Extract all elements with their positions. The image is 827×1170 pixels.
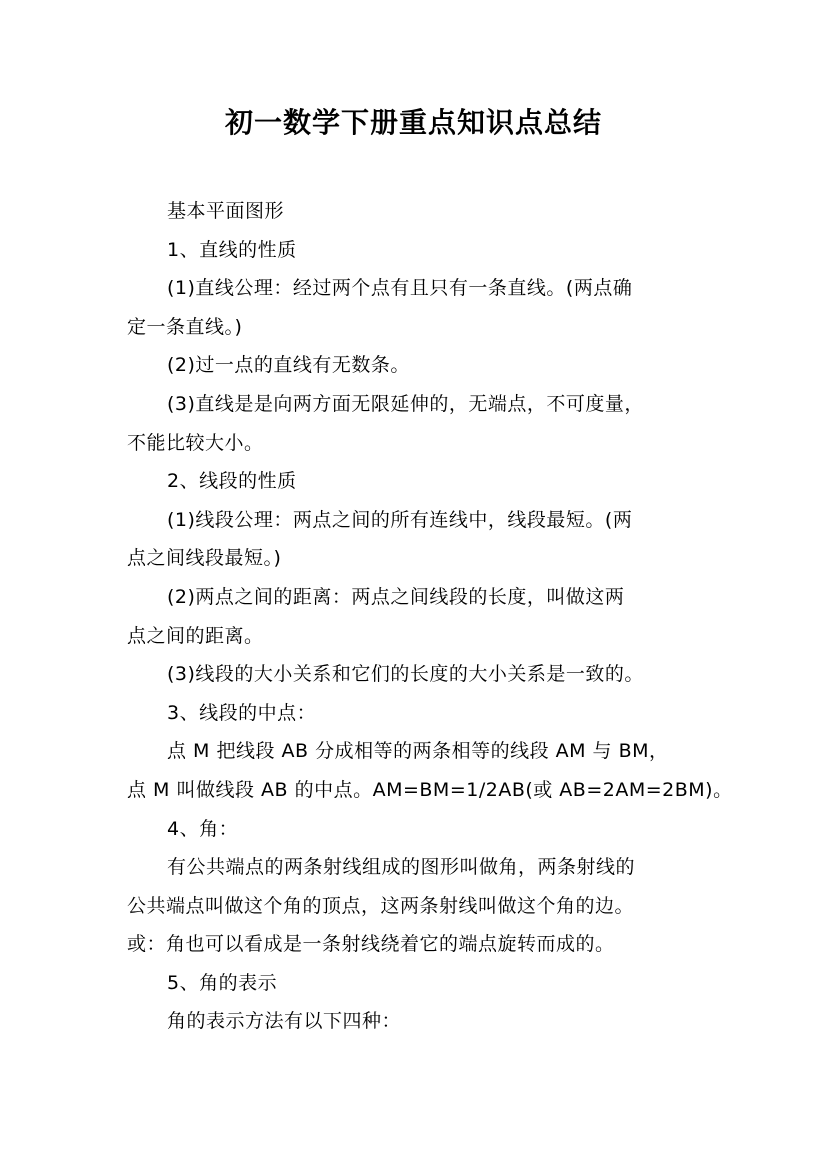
paragraph-line: 点 M 把线段 AB 分成相等的两条相等的线段 AM 与 BM， [167, 740, 669, 763]
subheading-angle-notation: 5、角的表示 [167, 971, 278, 994]
subheading-line-properties: 1、直线的性质 [167, 238, 297, 261]
paragraph-line-continuation: 不能比较大小。 [127, 431, 264, 454]
paragraph-line: (1)直线公理：经过两个点有且只有一条直线。(两点确 [167, 277, 633, 300]
paragraph-line: (1)线段公理：两点之间的所有连线中，线段最短。(两 [167, 508, 633, 531]
document-body [127, 192, 733, 1041]
paragraph-line: (2)过一点的直线有无数条。 [167, 354, 410, 377]
paragraph-line-continuation: 点之间线段最短。) [127, 547, 282, 570]
document-title: 初一数学下册重点知识点总结 [224, 106, 602, 139]
paragraph-line-continuation: 点之间的距离。 [127, 624, 264, 647]
paragraph-line: 有公共端点的两条射线组成的图形叫做角，两条射线的 [167, 856, 636, 879]
subheading-angle: 4、角： [167, 817, 239, 840]
subheading-segment-properties: 2、线段的性质 [167, 470, 297, 493]
paragraph-line-continuation: 点 M 叫做线段 AB 的中点。AM=BM=1/2AB(或 AB=2AM=2BM)。 [127, 778, 733, 801]
paragraph-line: 角的表示方法有以下四种： [167, 1010, 402, 1033]
subheading-segment-midpoint: 3、线段的中点： [167, 701, 317, 724]
paragraph-line: (2)两点之间的距离：两点之间线段的长度，叫做这两 [167, 585, 625, 608]
paragraph-line-continuation: 公共端点叫做这个角的顶点，这两条射线叫做这个角的边。 [127, 894, 635, 917]
paragraph-line-continuation: 或：角也可以看成是一条射线绕着它的端点旋转而成的。 [127, 933, 615, 956]
paragraph-line-continuation: 定一条直线。) [127, 315, 243, 338]
section-heading-basic-figures: 基本平面图形 [167, 200, 285, 222]
paragraph-line: (3)直线是是向两方面无限延伸的，无端点，不可度量， [167, 392, 644, 415]
paragraph-line: (3)线段的大小关系和它们的长度的大小关系是一致的。 [167, 663, 644, 686]
